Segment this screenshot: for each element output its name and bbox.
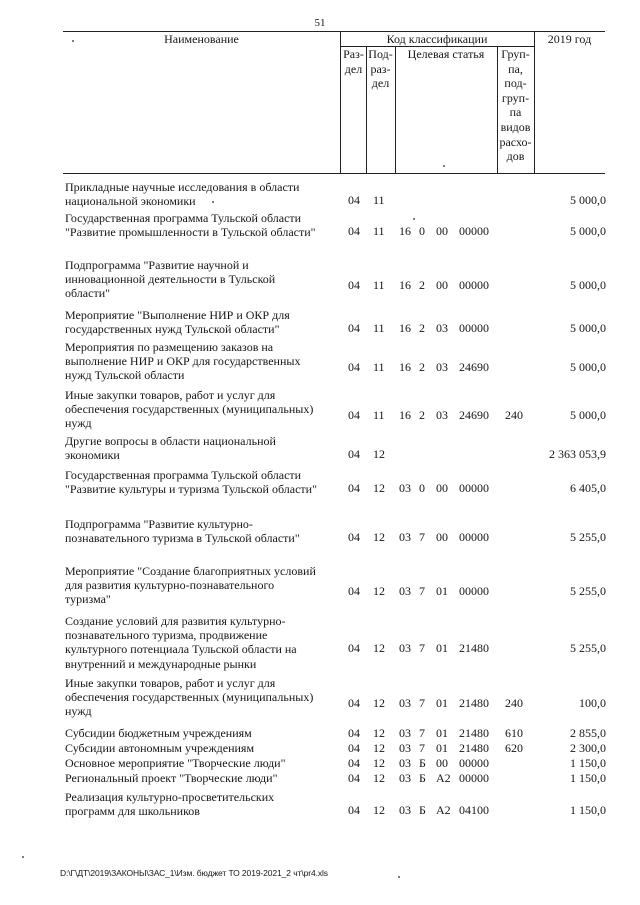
- row-name: [65, 676, 337, 719]
- row-dir: 00000: [459, 756, 489, 770]
- row-name-line: Основное мероприятие "Творческие люди": [65, 756, 286, 770]
- row-podrazdel: 12: [373, 696, 385, 710]
- row-podrazdel: 12: [373, 584, 385, 598]
- row-podrazdel: 12: [373, 481, 385, 495]
- row-amount: 5 255,0: [570, 584, 606, 598]
- row-sub: 2: [419, 360, 425, 374]
- row-main: А2: [436, 803, 451, 817]
- row-amount: 1 150,0: [570, 803, 606, 817]
- row-name-line: выполнение НИР и ОКР для государственных: [65, 354, 301, 369]
- row-name: [65, 790, 337, 818]
- row-dir: 00000: [459, 224, 489, 238]
- row-name-line: Иные закупки товаров, работ и услуг для: [65, 388, 276, 402]
- row-vid: 240: [505, 696, 523, 710]
- row-razdel: 04: [348, 803, 360, 817]
- row-amount: 6 405,0: [570, 481, 606, 495]
- page-number: 51: [314, 17, 326, 29]
- row-main: 00: [436, 530, 448, 544]
- row-prog: 16: [399, 224, 411, 238]
- header-bottom-border: [63, 173, 605, 174]
- header-razdel: Раз- дел: [343, 47, 364, 76]
- row-name: [65, 388, 337, 431]
- row-name-line: государственных нужд Тульской области": [65, 322, 280, 337]
- row-name: [65, 468, 337, 496]
- row-razdel: 04: [348, 481, 360, 495]
- row-prog: 03: [399, 641, 411, 655]
- row-razdel: 04: [348, 447, 360, 461]
- row-name-line: Реализация культурно-просветительских: [65, 790, 275, 804]
- row-name: [65, 756, 337, 770]
- header-year: 2019 год: [547, 32, 592, 46]
- row-dir: 00000: [459, 530, 489, 544]
- row-podrazdel: 12: [373, 756, 385, 770]
- scan-speck: [443, 165, 445, 167]
- row-dir: 00000: [459, 321, 489, 335]
- row-sub: Б: [419, 756, 426, 770]
- row-name: [65, 211, 337, 239]
- row-main: 00: [436, 278, 448, 292]
- row-name-line: культурного потенциала Тульской области на: [65, 642, 297, 657]
- row-name-line: Субсидии бюджетным учреждениям: [65, 726, 252, 740]
- row-name-line: познавательного туризма в Тульской области": [65, 531, 300, 546]
- row-name-line: Подпрограмма "Развитие культурно-: [65, 517, 253, 531]
- row-name-line: туризма": [65, 592, 111, 607]
- row-vid: 610: [505, 726, 523, 740]
- row-main: 01: [436, 641, 448, 655]
- scan-speck: [398, 876, 400, 878]
- row-name-line: "Развитие промышленности в Тульской области": [65, 225, 316, 240]
- row-prog: 16: [399, 360, 411, 374]
- row-name-line: "Развитие культуры и туризма Тульской области": [65, 482, 317, 497]
- row-name-line: обеспечения государственных (муниципальных): [65, 402, 314, 417]
- row-podrazdel: 11: [373, 193, 385, 207]
- row-name: [65, 340, 337, 383]
- row-name: [65, 517, 337, 545]
- row-sub: 2: [419, 278, 425, 292]
- row-name: [65, 614, 337, 671]
- row-name-line: Субсидии автономным учреждениям: [65, 741, 255, 755]
- row-amount: 1 150,0: [570, 771, 606, 785]
- row-name-line: инновационной деятельности в Тульской: [65, 272, 276, 287]
- row-name-line: программ для школьников: [65, 804, 200, 819]
- row-amount: 5 000,0: [570, 360, 606, 374]
- header-podrazdel: Под- раз- дел: [368, 47, 393, 91]
- row-main: 03: [436, 321, 448, 335]
- row-name-line: Государственная программа Тульской области: [65, 468, 302, 482]
- row-sub: 7: [419, 741, 425, 755]
- row-name: [65, 741, 337, 755]
- row-dir: 21480: [459, 641, 489, 655]
- row-name-line: Мероприятия по размещению заказов на: [65, 340, 274, 354]
- row-prog: 03: [399, 584, 411, 598]
- row-podrazdel: 12: [373, 447, 385, 461]
- row-name: [65, 308, 337, 336]
- row-sub: 7: [419, 696, 425, 710]
- row-prog: 03: [399, 741, 411, 755]
- row-sub: 0: [419, 224, 425, 238]
- row-name-line: нужд: [65, 416, 92, 431]
- col-divider: [534, 31, 535, 173]
- row-podrazdel: 11: [373, 408, 385, 422]
- row-dir: 04100: [459, 803, 489, 817]
- row-prog: 03: [399, 481, 411, 495]
- row-name-line: нужд Тульской области: [65, 368, 185, 383]
- row-amount: 2 300,0: [570, 741, 606, 755]
- row-podrazdel: 12: [373, 771, 385, 785]
- row-podrazdel: 12: [373, 641, 385, 655]
- header-expense-group: Груп- па, под- груп- па видов расхо- дов: [499, 47, 532, 164]
- row-prog: 03: [399, 771, 411, 785]
- row-name-line: Государственная программа Тульской области: [65, 211, 302, 225]
- row-name-line: экономики: [65, 448, 120, 463]
- row-main: 01: [436, 584, 448, 598]
- row-prog: 03: [399, 803, 411, 817]
- row-podrazdel: 12: [373, 726, 385, 740]
- row-name-line: нужд: [65, 704, 92, 719]
- row-amount: 5 000,0: [570, 321, 606, 335]
- row-name-line: национальной экономики: [65, 194, 196, 209]
- scan-speck: [22, 856, 24, 858]
- row-podrazdel: 12: [373, 530, 385, 544]
- header-code-group: Код классификации: [386, 32, 488, 46]
- row-razdel: 04: [348, 584, 360, 598]
- row-prog: 03: [399, 756, 411, 770]
- row-vid: 620: [505, 741, 523, 755]
- row-name-line: обеспечения государственных (муниципальных): [65, 690, 314, 705]
- row-main: 00: [436, 756, 448, 770]
- row-prog: 03: [399, 726, 411, 740]
- row-name-line: Мероприятие "Выполнение НИР и ОКР для: [65, 308, 290, 322]
- row-main: 00: [436, 224, 448, 238]
- row-razdel: 04: [348, 726, 360, 740]
- row-amount: 2 855,0: [570, 726, 606, 740]
- row-amount: 2 363 053,9: [549, 447, 606, 461]
- row-name-line: внутренний и международные рынки: [65, 656, 257, 671]
- row-podrazdel: 11: [373, 321, 385, 335]
- row-podrazdel: 11: [373, 278, 385, 292]
- row-main: 01: [436, 741, 448, 755]
- scan-speck: [212, 201, 214, 203]
- row-dir: 00000: [459, 481, 489, 495]
- row-name-line: для развития культурно-познавательного: [65, 578, 275, 593]
- row-name: [65, 180, 337, 208]
- row-amount: 5 000,0: [570, 278, 606, 292]
- row-name-line: Подпрограмма "Развитие научной и: [65, 258, 249, 272]
- row-amount: 1 150,0: [570, 756, 606, 770]
- row-razdel: 04: [348, 224, 360, 238]
- row-podrazdel: 11: [373, 224, 385, 238]
- row-main: 01: [436, 696, 448, 710]
- row-amount: 100,0: [579, 696, 606, 710]
- row-name-line: Прикладные научные исследования в области: [65, 180, 300, 194]
- row-razdel: 04: [348, 756, 360, 770]
- header-target-article: Целевая статья: [407, 47, 485, 61]
- header-name: Наименование: [164, 32, 239, 46]
- row-sub: Б: [419, 803, 426, 817]
- row-dir: 21480: [459, 696, 489, 710]
- row-razdel: 04: [348, 641, 360, 655]
- row-name: [65, 726, 337, 740]
- row-name-line: познавательного туризма, продвижение: [65, 628, 268, 643]
- row-razdel: 04: [348, 278, 360, 292]
- row-sub: 7: [419, 641, 425, 655]
- row-name: [65, 771, 337, 785]
- row-name-line: Мероприятие "Создание благоприятных условий: [65, 564, 316, 578]
- row-podrazdel: 12: [373, 741, 385, 755]
- row-amount: 5 000,0: [570, 193, 606, 207]
- scan-speck: [413, 218, 415, 220]
- row-main: 03: [436, 408, 448, 422]
- row-dir: 24690: [459, 408, 489, 422]
- row-dir: 21480: [459, 726, 489, 740]
- scan-speck: [72, 40, 74, 42]
- row-razdel: 04: [348, 696, 360, 710]
- row-amount: 5 255,0: [570, 641, 606, 655]
- row-prog: 03: [399, 530, 411, 544]
- row-name: [65, 434, 337, 462]
- row-sub: Б: [419, 771, 426, 785]
- row-main: 01: [436, 726, 448, 740]
- row-dir: 00000: [459, 584, 489, 598]
- row-razdel: 04: [348, 360, 360, 374]
- row-amount: 5 000,0: [570, 224, 606, 238]
- row-name: [65, 564, 337, 607]
- row-razdel: 04: [348, 741, 360, 755]
- row-dir: 00000: [459, 771, 489, 785]
- row-prog: 16: [399, 321, 411, 335]
- row-dir: 24690: [459, 360, 489, 374]
- row-sub: 2: [419, 408, 425, 422]
- row-amount: 5 000,0: [570, 408, 606, 422]
- row-razdel: 04: [348, 193, 360, 207]
- row-name-line: Иные закупки товаров, работ и услуг для: [65, 676, 276, 690]
- row-name-line: Другие вопросы в области национальной: [65, 434, 276, 448]
- row-dir: 00000: [459, 278, 489, 292]
- col-divider: [395, 46, 396, 173]
- row-prog: 03: [399, 696, 411, 710]
- row-main: 00: [436, 481, 448, 495]
- row-razdel: 04: [348, 321, 360, 335]
- row-prog: 16: [399, 278, 411, 292]
- file-path-footer: D:\Г\ДТ\2019\ЗАКОНЫ\ЗАС_1\Изм. бюджет ТО 2019-2021_2 чт\pr4.xls: [60, 868, 328, 878]
- row-amount: 5 255,0: [570, 530, 606, 544]
- row-razdel: 04: [348, 771, 360, 785]
- row-name-line: Региональный проект "Творческие люди": [65, 771, 278, 785]
- row-main: 03: [436, 360, 448, 374]
- row-podrazdel: 12: [373, 803, 385, 817]
- row-razdel: 04: [348, 530, 360, 544]
- row-sub: 7: [419, 726, 425, 740]
- row-dir: 21480: [459, 741, 489, 755]
- row-podrazdel: 11: [373, 360, 385, 374]
- row-name: [65, 258, 337, 301]
- row-main: А2: [436, 771, 451, 785]
- row-name-line: области": [65, 286, 111, 301]
- row-sub: 7: [419, 584, 425, 598]
- row-prog: 16: [399, 408, 411, 422]
- row-vid: 240: [505, 408, 523, 422]
- row-sub: 0: [419, 481, 425, 495]
- row-name-line: Создание условий для развития культурно-: [65, 614, 286, 628]
- row-sub: 7: [419, 530, 425, 544]
- row-razdel: 04: [348, 408, 360, 422]
- row-sub: 2: [419, 321, 425, 335]
